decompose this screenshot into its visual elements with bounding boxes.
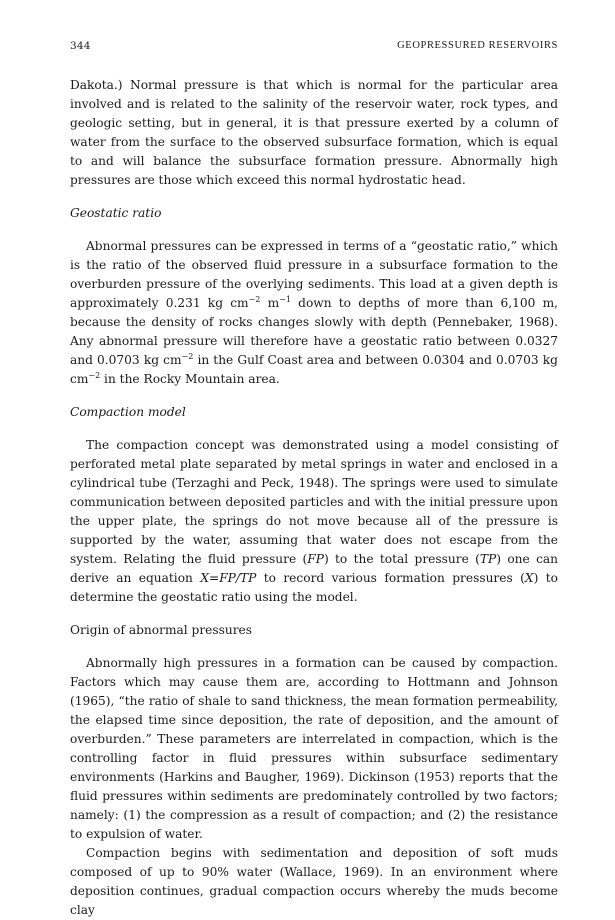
superscript: −2	[88, 371, 101, 380]
paragraph-geostatic-ratio	[70, 237, 558, 389]
page	[70, 40, 558, 920]
superscript: −1	[279, 295, 291, 304]
page-number: 344	[70, 40, 91, 52]
variable-x: X	[524, 571, 534, 585]
text-run: ) to determine the geostatic ratio using the model.	[70, 571, 558, 604]
paragraph-origin: Abnormally high pressures in a formation can be caused by compaction. Factors which may cause them are, according to Hottmann and Johnson (1965), “the ratio of shale to sand thickness, the mean formation permeability, the elapsed time since deposition, the rate of deposition, and the amount of overburden.” These parameters are interrelated in compaction, which is the controlling factor in fluid pressures within subsurface sedimentary environments (Harkins and Baugher, 1969). Dickinson (1953) reports that the fluid pressures within sediments are predominately controlled by two factors; namely: (1) the compression as a result of compaction; and (2) the resistance to expulsion of water.	[70, 656, 558, 841]
running-head	[70, 40, 558, 54]
text-run: in the Gulf Coast area and between 0.0304 and 0.0703 kg cm	[70, 353, 558, 386]
text-run: to record various formation pressures (	[256, 571, 525, 585]
paragraph-normal-pressure: Dakota.) Normal pressure is that which is normal for the particular area involved and is related to the salinity of the reservoir water, rock types, and geologic setting, but in general, it is that pressure exerted by a column of water from the surface to the observed subsurface formation, which is equal to and will balance the subsurface formation pressure. Abnormally high pressures are those which exceed this normal hydrostatic head.	[70, 78, 558, 187]
section-heading-origin-abnormal-pressures: Origin of abnormal pressures	[70, 623, 253, 637]
text-run: down to depths of more than 6,100 m, because the density of rocks changes slowly with depth (Pennebaker, 1968). Any abnormal pressure will therefore have a geostatic ratio between 0.0327 and 0.0703 kg cm	[70, 296, 558, 367]
text-run: ) one can derive an equation	[70, 552, 559, 585]
running-title: GEOPRESSURED RESERVOIRS	[397, 40, 558, 51]
superscript: −2	[248, 295, 261, 304]
text-run: The compaction concept was demonstrated using a model consisting of perforated metal plate separated by metal springs in water and enclosed in a cylindrical tube (Terzaghi and Peck, 1948). The springs were used to simulate communication between deposited particles and with the initial pressure upon the upper plate, the springs do not move because all of the pressure is supported by the water, assuming that water does not escape from the system. Relating the fluid pressure (	[70, 438, 558, 566]
text-run: m	[260, 296, 280, 310]
paragraph-compaction-begins: Compaction begins with sedimentation and deposition of soft muds composed of up to 90% water (Wallace, 1969). In an environment where deposition continues, gradual compaction occurs whereby the muds become clay	[70, 846, 558, 917]
section-heading-geostatic-ratio: Geostatic ratio	[70, 206, 162, 220]
variable-tp: TP	[479, 552, 497, 566]
text-run: in the Rocky Mountain area.	[100, 372, 280, 386]
equation: X=FP/TP	[200, 571, 257, 585]
superscript: −2	[181, 352, 194, 361]
paragraph-compaction-model	[70, 436, 558, 607]
section-heading-compaction-model: Compaction model	[70, 405, 186, 419]
text-run: ) to the total pressure (	[323, 552, 480, 566]
text-run: Abnormal pressures can be expressed in terms of a “geostatic ratio,” which is the ratio of the observed fluid pressure in a subsurface formation to the overburden pressure of the overlying sediments. This load at a given depth is approximately 0.231 kg cm	[70, 239, 558, 310]
variable-fp: FP	[307, 552, 324, 566]
